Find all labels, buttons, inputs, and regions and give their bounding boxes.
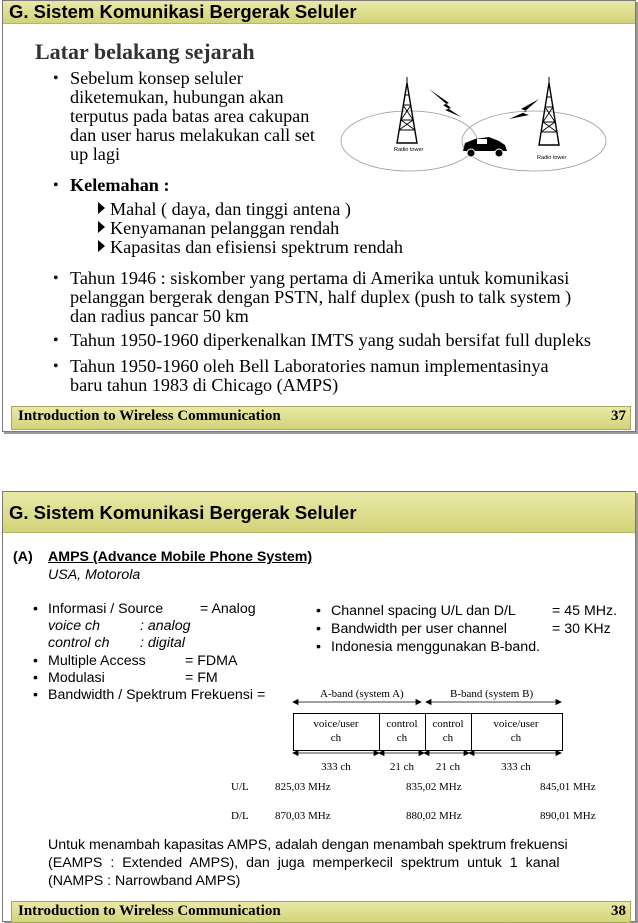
bullet-3-line-3: dan radius pancar 50 km — [70, 306, 249, 326]
car-icon — [463, 137, 507, 157]
paragraph-line-3: (NAMPS : Narrowband AMPS) — [48, 873, 241, 889]
indonesia-note: Indonesia menggunakan B-band. — [331, 639, 541, 655]
control-value: : digital — [140, 635, 185, 651]
cell-line: control — [386, 718, 418, 730]
bullet-dot: • — [53, 70, 59, 87]
b-band-label: B-band (system B) — [450, 688, 534, 700]
slide-title-bar — [3, 492, 635, 533]
slide-title: G. Sistem Komunikasi Bergerak Seluler — [9, 1, 357, 22]
bullet-3-line-2: pelanggan bergerak dengan PSTN, half duplex (push to talk system ) — [70, 287, 572, 307]
voice-label: voice ch — [48, 618, 101, 634]
bullet-2: Kelemahan : — [70, 175, 170, 195]
page-number: 38 — [611, 903, 626, 919]
bullet-dot: • — [53, 332, 59, 349]
band-cell-voice-b — [471, 717, 561, 745]
control-label: control ch — [48, 635, 110, 651]
cell-line: control — [432, 718, 464, 730]
cell-line: ch — [442, 732, 454, 744]
bullet-1-line-5: up lagi — [70, 144, 121, 164]
width-label: 21 ch — [435, 761, 461, 773]
multiple-access-label: Multiple Access — [48, 653, 146, 669]
bandwidth-user-label: Bandwidth per user channel — [331, 621, 507, 637]
ul-label: U/L — [231, 781, 249, 793]
cell-line: voice/user — [493, 718, 539, 730]
bullet-dot: • — [33, 601, 38, 617]
slide-title: G. Sistem Komunikasi Bergerak Seluler — [9, 502, 357, 523]
sub-item-3 — [98, 238, 403, 257]
dl-value: 880,02 MHz — [406, 810, 462, 822]
section-subtitle: USA, Motorola — [48, 567, 141, 583]
dl-value: 890,01 MHz — [540, 810, 596, 822]
paragraph-line-2: (EAMPS : Extended AMPS), dan juga memperkecil spektrum untuk 1 kanal — [48, 855, 560, 871]
sub-item-text: Mahal ( daya, dan tinggi antena ) — [110, 199, 351, 219]
triangle-bullet-icon — [98, 221, 105, 233]
footer-title: Introduction to Wireless Communication — [18, 408, 281, 424]
cell-line: ch — [510, 732, 522, 744]
triangle-bullet-icon — [98, 202, 105, 214]
cell-line: ch — [396, 732, 408, 744]
bullet-1-line-3: terputus pada batas area cakupan — [70, 106, 310, 126]
slide-title-bar — [3, 1, 635, 24]
bullet-dot: • — [33, 653, 38, 669]
bullet-5-line-1: Tahun 1950-1960 oleh Bell Laboratories namun implementasinya — [70, 356, 549, 376]
bullet-dot: • — [53, 358, 59, 375]
sub-item-1 — [98, 200, 351, 219]
width-label: 333 ch — [501, 761, 531, 773]
channel-spacing-value: = 45 MHz. — [552, 603, 618, 619]
ul-value: 845,01 MHz — [540, 781, 596, 793]
modulasi-value: = FM — [185, 670, 218, 686]
channel-spacing-label: Channel spacing U/L dan D/L — [331, 603, 516, 619]
voice-value: : analog — [140, 618, 191, 634]
info-value: = Analog — [200, 601, 256, 617]
slide-38 — [2, 491, 636, 922]
bullet-dot: • — [53, 177, 59, 194]
width-label: 21 ch — [389, 761, 415, 773]
band-cell-control-a — [379, 717, 425, 745]
a-band-label: A-band (system A) — [320, 688, 404, 700]
section-title: AMPS (Advance Mobile Phone System) — [48, 549, 313, 565]
band-cell-voice-a — [293, 717, 379, 745]
footer-title: Introduction to Wireless Communication — [18, 903, 281, 919]
sub-item-text: Kapasitas dan efisiensi spektrum rendah — [110, 237, 403, 257]
sub-item-text: Kenyamanan pelanggan rendah — [110, 218, 340, 238]
slide-footer — [11, 901, 631, 923]
left-tower-icon — [397, 77, 417, 143]
slide-footer — [11, 406, 631, 430]
bullet-dot: • — [33, 670, 38, 686]
bullet-4: Tahun 1950-1960 diperkenalkan IMTS yang sudah bersifat full dupleks — [70, 330, 591, 350]
bullet-1-line-1: Sebelum konsep seluler — [70, 68, 243, 88]
sub-item-2 — [98, 219, 339, 238]
tower-label-left: Radio tower — [394, 147, 424, 153]
bullet-1-line-2: diketemukan, hubungan akan — [70, 87, 284, 107]
cell-line: voice/user — [313, 718, 359, 730]
bullet-5-line-2: baru tahun 1983 di Chicago (AMPS) — [70, 375, 339, 395]
ul-value: 835,02 MHz — [406, 781, 462, 793]
signal-bolt-right-icon — [509, 99, 539, 119]
bandwidth-label: Bandwidth / Spektrum Frekuensi = — [48, 687, 266, 703]
bullet-dot: • — [316, 603, 321, 619]
cell-line: ch — [330, 732, 342, 744]
ul-value: 825,03 MHz — [275, 781, 331, 793]
bullet-3-line-1: Tahun 1946 : siskomber yang pertama di Amerika untuk komunikasi — [70, 268, 570, 288]
subheading: Latar belakang sejarah — [35, 39, 255, 64]
dl-value: 870,03 MHz — [275, 810, 331, 822]
page-number: 37 — [611, 408, 626, 424]
section-label: (A) — [13, 549, 33, 565]
slide-37 — [2, 0, 636, 432]
bullet-dot: • — [53, 270, 59, 287]
band-cell-control-b — [425, 717, 471, 745]
dl-label: D/L — [231, 810, 249, 822]
paragraph-line-1: Untuk menambah kapasitas AMPS, adalah dengan menambah spektrum frekuensi — [48, 837, 568, 853]
bullet-dot: • — [33, 687, 38, 703]
info-label: Informasi / Source — [48, 601, 164, 617]
radio-tower-illustration — [339, 75, 609, 175]
bullet-1-line-4: dan user harus melakukan call set — [70, 125, 315, 145]
bandwidth-user-value: = 30 KHz — [552, 621, 611, 637]
tower-label-right: Radio tower — [537, 155, 567, 161]
modulasi-label: Modulasi — [48, 670, 105, 686]
bullet-dot: • — [316, 621, 321, 637]
width-label: 333 ch — [321, 761, 351, 773]
triangle-bullet-icon — [98, 240, 105, 252]
multiple-access-value: = FDMA — [185, 653, 238, 669]
bullet-dot: • — [316, 639, 321, 655]
